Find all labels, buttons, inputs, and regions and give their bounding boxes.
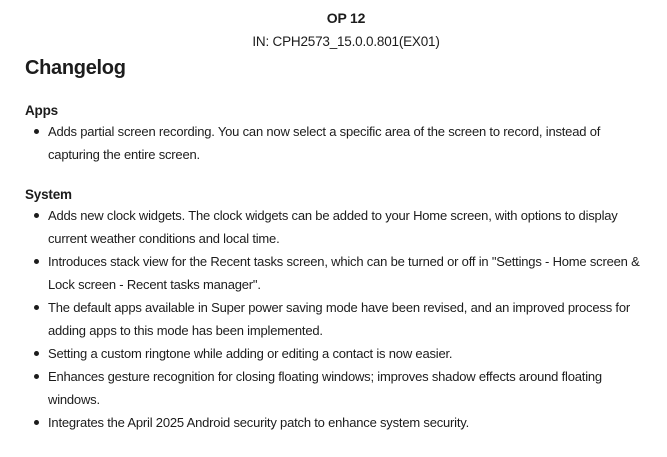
section-heading-apps: Apps bbox=[25, 103, 58, 118]
section-heading-system: System bbox=[25, 187, 72, 202]
changelog-item: The default apps available in Super power saving mode have been revised, and an improved process for adding apps to this mode has been implemented. bbox=[25, 296, 655, 342]
page-title: Changelog bbox=[25, 57, 126, 79]
section-system bbox=[25, 187, 667, 434]
section-apps bbox=[25, 103, 667, 166]
build-title: OP 12 bbox=[326, 10, 366, 26]
changelog-item: Adds partial screen recording. You can now select a specific area of the screen to record, instead of capturing the entire screen. bbox=[25, 120, 655, 166]
changelog-item: Adds new clock widgets. The clock widgets can be added to your Home screen, with options to display current weather conditions and local time. bbox=[25, 204, 655, 250]
document-header bbox=[0, 0, 667, 50]
changelog-item: Enhances gesture recognition for closing floating windows; improves shadow effects around floating windows. bbox=[25, 365, 655, 411]
changelog-item: Introduces stack view for the Recent tasks screen, which can be turned or off in "Settings - Home screen & Lock screen - Recent tasks manager". bbox=[25, 250, 655, 296]
apps-changelog-list bbox=[25, 120, 655, 166]
changelog-item: Integrates the April 2025 Android security patch to enhance system security. bbox=[25, 411, 655, 434]
build-number: IN: CPH2573_15.0.0.801(EX01) bbox=[252, 34, 440, 49]
system-changelog-list bbox=[25, 204, 655, 434]
changelog-item: Setting a custom ringtone while adding or editing a contact is now easier. bbox=[25, 342, 655, 365]
